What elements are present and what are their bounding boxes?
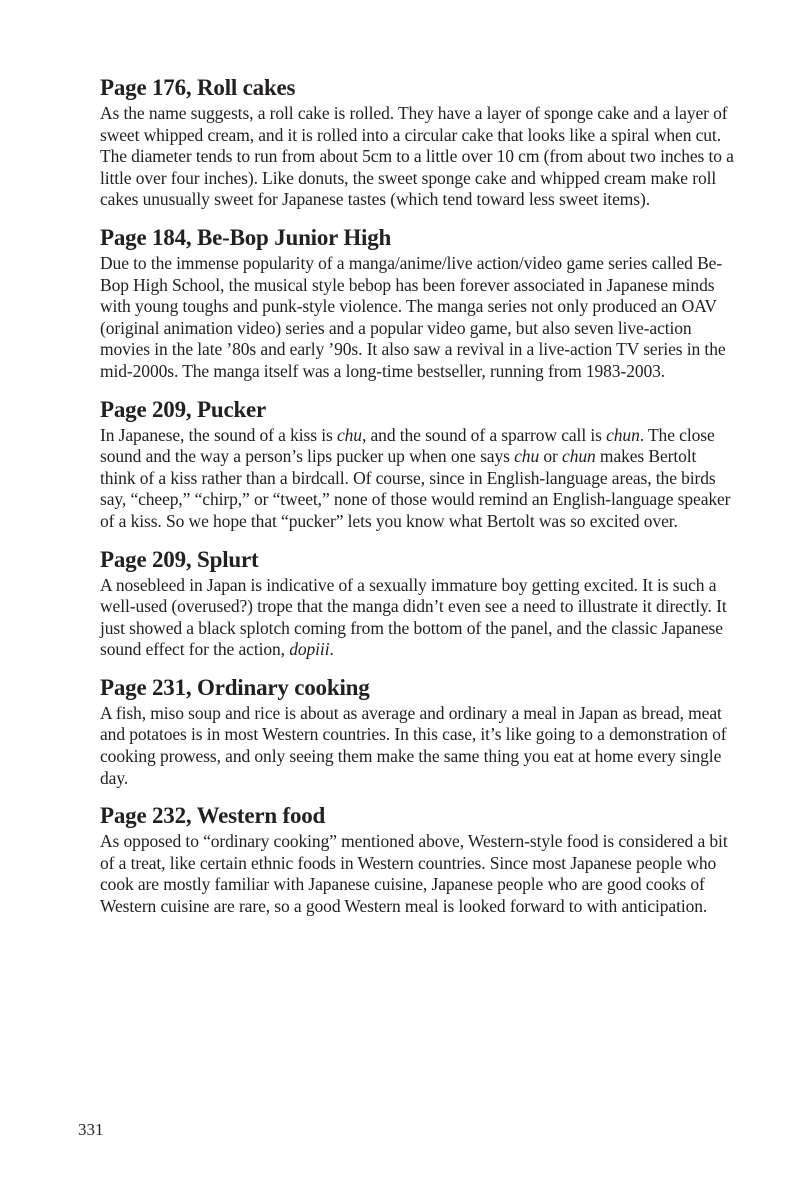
body-run-italic: chu (514, 446, 540, 467)
body-run-italic: chu (336, 424, 362, 445)
body-run: , and the sound of a sparrow call is (361, 424, 607, 445)
section-heading: Page 184, Be-Bop Junior High (100, 224, 392, 250)
body-run: As the name suggests, a roll cake is rolled. They have a layer of sponge cake and a layer of sweet whipped cream, and it is rolled into a circular cake that looks like a spiral when cut. The diameter tends to run from about 5cm to a little over 10 cm (from about two inches to a little over four inches). Like donuts, the sweet sponge cake and whipped cream make roll cakes unusually sweet for Japanese tastes (which tend toward less sweet items). (100, 103, 734, 210)
section-heading: Page 231, Ordinary cooking (100, 674, 370, 700)
section-heading: Page 209, Pucker (100, 396, 267, 422)
glossary-section (100, 224, 734, 383)
body-run-italic: chun (606, 424, 640, 445)
body-run: makes Bertolt think of a kiss rather than a birdcall. Of course, since in English-language areas, the birds say, “cheep,” “chirp,” or “tweet,” none of those would remind an English-language speaker of a kiss. So we hope that “pucker” lets you know what Bertolt was so excited over. (100, 446, 731, 531)
body-run-italic: dopiii (289, 639, 330, 660)
body-run: In Japanese, the sound of a kiss is (100, 424, 337, 445)
section-heading: Page 176, Roll cakes (100, 75, 296, 100)
section-heading: Page 232, Western food (100, 803, 326, 829)
body-run: . (329, 639, 334, 660)
section-body (100, 831, 734, 917)
body-run: A fish, miso soup and rice is about as average and ordinary a meal in Japan as bread, meat and potatoes is in most Western countries. In this case, it’s like going to a demonstration of cooking prowess, and only seeing them make the same thing you eat at home every single day. (100, 702, 727, 788)
glossary-section (100, 546, 734, 661)
page-number: 331 (78, 1120, 104, 1139)
section-body (100, 253, 734, 383)
body-run: As opposed to “ordinary cooking” mentioned above, Western-style food is considered a bit of a treat, like certain ethnic foods in Western countries. Since most Japanese people who cook are mostly familiar with Japanese cuisine, Japanese people who are good cooks of Western cuisine are rare, so a good Western meal is looked forward to with anticipation. (100, 831, 728, 917)
section-body (100, 703, 734, 789)
body-run: A nosebleed in Japan is indicative of a sexually immature boy getting excited. It is such a well-used (overused?) trope that the manga didn’t even see a need to illustrate it directly. It just showed a black splotch coming from the bottom of the panel, and the classic Japanese sound effect for the action, (100, 574, 727, 660)
page-content (100, 74, 734, 931)
section-body (100, 425, 734, 533)
glossary-section (100, 396, 734, 533)
glossary-section (100, 802, 734, 917)
section-heading: Page 209, Splurt (100, 546, 259, 572)
glossary-section (100, 674, 734, 789)
section-body (100, 103, 734, 211)
body-run: . The close sound and the way a person’s lips pucker up when one says (100, 424, 715, 467)
body-run-italic: chun (562, 446, 596, 467)
glossary-section (100, 74, 734, 211)
section-body (100, 575, 734, 661)
body-run: Due to the immense popularity of a manga/anime/live action/video game series called Be-Bop High School, the musical style bebop has been forever associated in Japanese minds with young toughs and punk-style violence. The manga series not only produced an OAV (original animation video) series and a popular video game, but also seven live-action movies in the late ’80s and early ’90s. It also saw a revival in a live-action TV series in the mid-2000s. The manga itself was a long-time bestseller, running from 1983-2003. (100, 252, 726, 381)
body-run: or (539, 446, 563, 467)
